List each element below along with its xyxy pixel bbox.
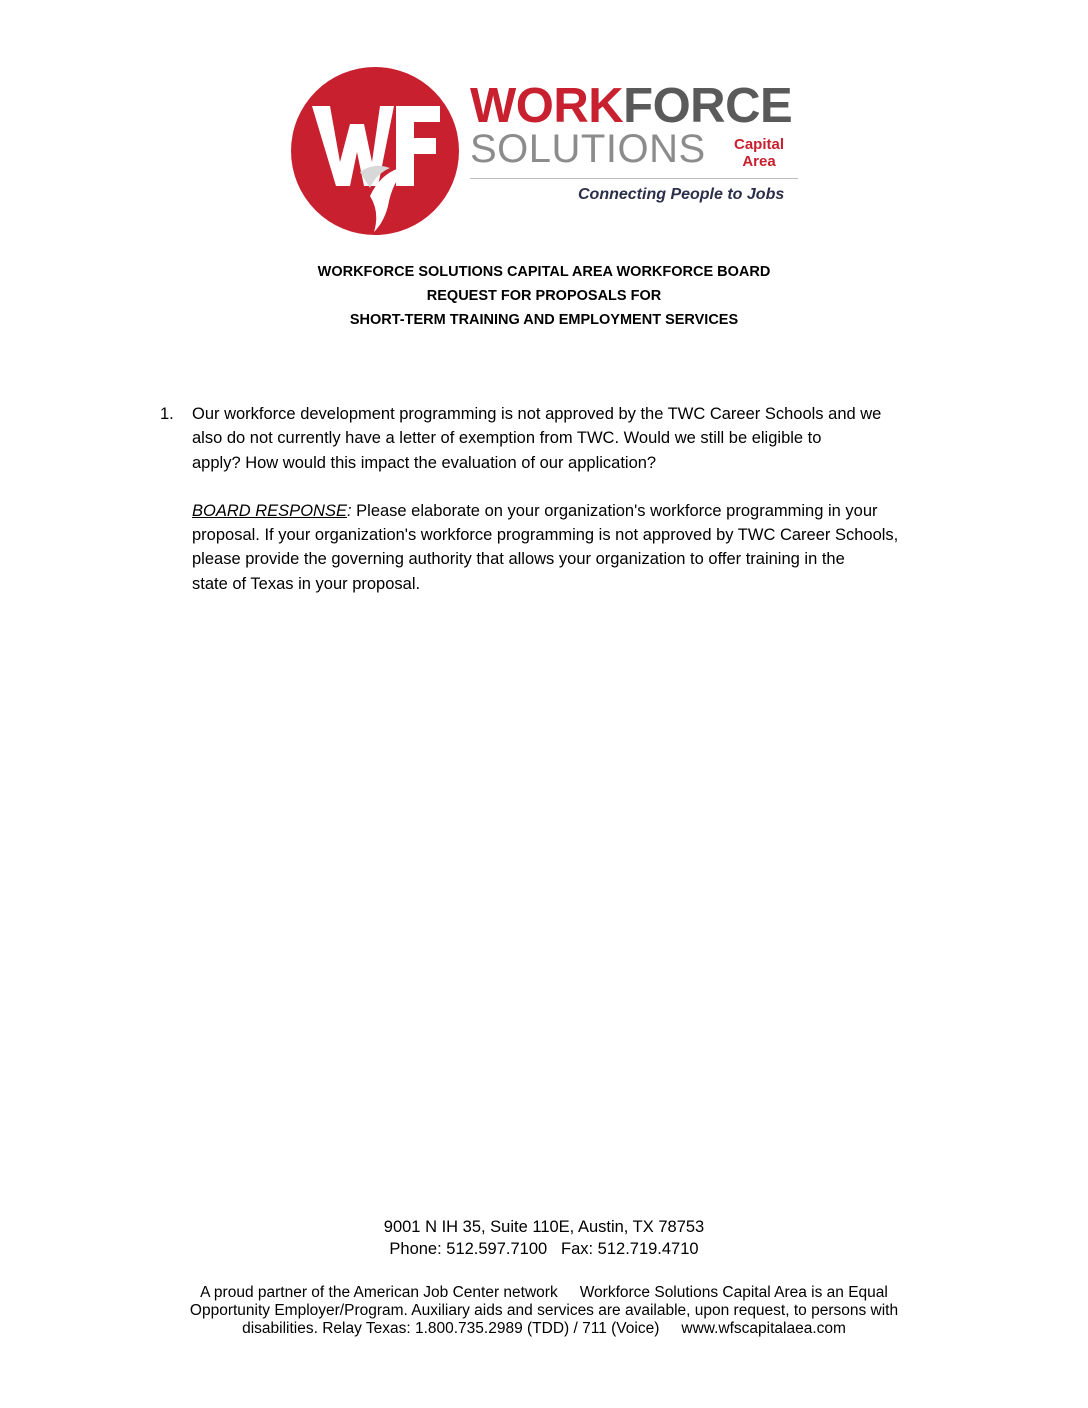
footer-equal-opportunity	[0, 1284, 1088, 1338]
title-line-1: WORKFORCE SOLUTIONS CAPITAL AREA WORKFORCE BOARD	[317, 264, 771, 280]
title-line-3: SHORT-TERM TRAINING AND EMPLOYMENT SERVICES	[349, 312, 739, 328]
wf-circle-logo-mark	[290, 66, 460, 236]
footer-eo-line-1: A proud partner of the American Job Center network Workforce Solutions Capital Area is an Equal	[200, 1284, 888, 1301]
question-number: 1.	[160, 405, 174, 423]
question-line: apply? How would this impact the evaluation of our application?	[192, 453, 657, 472]
footer-eo-line-2: Opportunity Employer/Program. Auxiliary aids and services are available, upon request, to persons with	[189, 1302, 899, 1319]
response-line: please provide the governing authority that allows your organization to offer training in the	[192, 550, 845, 569]
footer-phone: Phone: 512.597.7100	[389, 1240, 548, 1258]
footer-phone-fax	[0, 1238, 1088, 1260]
question-answer-item	[160, 402, 960, 596]
footer-address: 9001 N IH 35, Suite 110E, Austin, TX 78753	[383, 1218, 705, 1236]
response-text: Please elaborate on your organization's workforce programming in your	[351, 501, 878, 520]
document-title	[0, 260, 1088, 332]
response-line	[192, 499, 960, 523]
board-response-colon: :	[346, 501, 352, 520]
logo-wordmark-solutions: SOLUTIONS	[470, 127, 706, 171]
footer-eo-line-3: disabilities. Relay Texas: 1.800.735.2989 (TDD) / 711 (Voice) www.wfscapitalaea.com	[242, 1320, 846, 1337]
question-line: also do not currently have a letter of exemption from TWC. Would we still be eligible to	[192, 429, 822, 448]
logo-region: Capital Area	[734, 136, 785, 170]
workforce-solutions-logo	[290, 66, 800, 236]
logo-wordmark-workforce: WORKFORCE	[470, 79, 793, 133]
footer-website: www.wfscapitalaea.com	[681, 1320, 846, 1337]
response-line: proposal. If your organization's workforce programming is not approved by TWC Career Schools,	[192, 526, 899, 545]
logo-tagline: Connecting People to Jobs	[578, 186, 785, 203]
logo-divider	[470, 178, 798, 179]
board-response	[192, 499, 960, 596]
title-line-2: REQUEST FOR PROPOSALS FOR	[426, 288, 662, 304]
footer-fax: Fax: 512.719.4710	[560, 1240, 699, 1258]
question-line: Our workforce development programming is not approved by the TWC Career Schools and we	[192, 405, 882, 423]
response-line: state of Texas in your proposal.	[192, 574, 421, 593]
question-text	[192, 402, 960, 475]
board-response-label: BOARD RESPONSE	[192, 501, 347, 520]
footer-contact	[0, 1216, 1088, 1260]
